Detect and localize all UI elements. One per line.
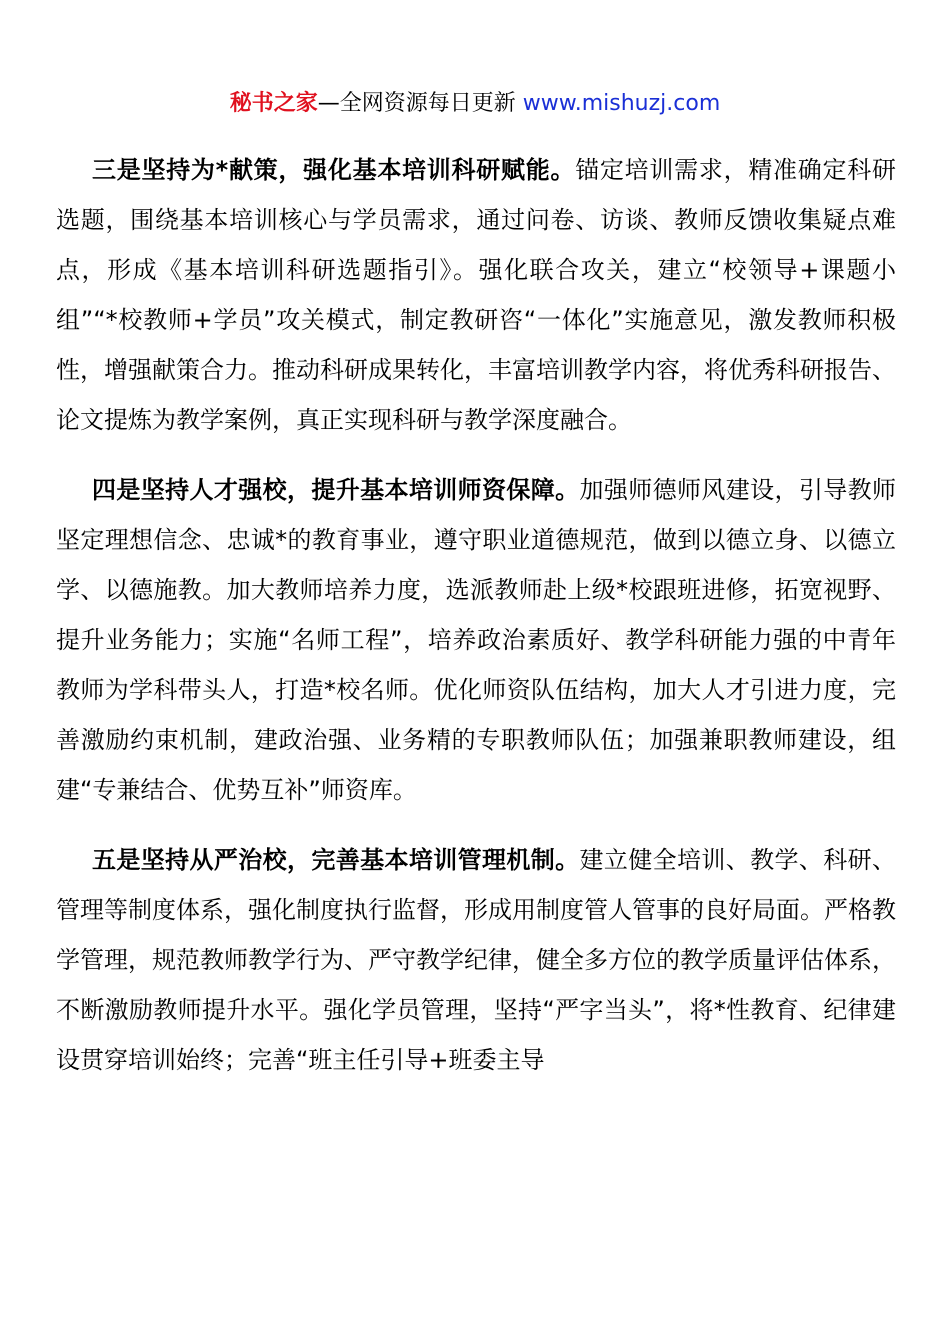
paragraph-lead: 四是坚持人才强校，提升基本培训师资保障。 [92, 476, 580, 504]
page-header [0, 88, 950, 120]
paragraph-text: 加强师德师风建设，引导教师坚定理想信念、忠诚*的教育事业，遵守职业道德规范，做到以德立身、以德立学、以德施教。加大教师培养力度，选派教师赴上级*校跟班进修，拓宽视野、提升业务能力；实施“名师工程”，培养政治素质好、教学科研能力强的中青年教师为学科带头人，打造*校名师。优化师资队伍结构，加大人才引进力度，完善激励约束机制，建政治强、业务精的专职教师队伍；加强兼职教师建设，组建“专兼结合、优势互补”师资库。 [56, 476, 896, 804]
paragraph-lead: 三是坚持为*献策，强化基本培训科研赋能。 [92, 156, 576, 184]
paragraph-5 [56, 835, 896, 1085]
brand-name: 秘书之家 [229, 91, 318, 116]
paragraph-4 [56, 465, 896, 815]
paragraph-3 [56, 145, 896, 445]
header-tagline: —全网资源每日更新 [317, 91, 523, 116]
paragraph-text: 锚定培训需求，精准确定科研选题，围绕基本培训核心与学员需求，通过问卷、访谈、教师反馈收集疑点难点，形成《基本培训科研选题指引》。强化联合攻关，建立“校领导+课题小组”“*校教师+学员”攻关模式，制定教研咨“一体化”实施意见，激发教师积极性，增强献策合力。推动科研成果转化，丰富培训教学内容，将优秀科研报告、论文提炼为教学案例，真正实现科研与教学深度融合。 [56, 156, 896, 434]
paragraph-text: 建立健全培训、教学、科研、管理等制度体系，强化制度执行监督，形成用制度管人管事的良好局面。严格教学管理，规范教师教学行为、严守教学纪律，健全多方位的教学质量评估体系，不断激励教师提升水平。强化学员管理，坚持“严字当头”，将*性教育、纪律建设贯穿培训始终；完善“班主任引导+班委主导 [56, 846, 896, 1074]
site-url-link[interactable]: www.mishuzj.com [522, 91, 721, 116]
paragraph-lead: 五是坚持从严治校，完善基本培训管理机制。 [92, 846, 580, 874]
document-body [56, 145, 896, 1105]
